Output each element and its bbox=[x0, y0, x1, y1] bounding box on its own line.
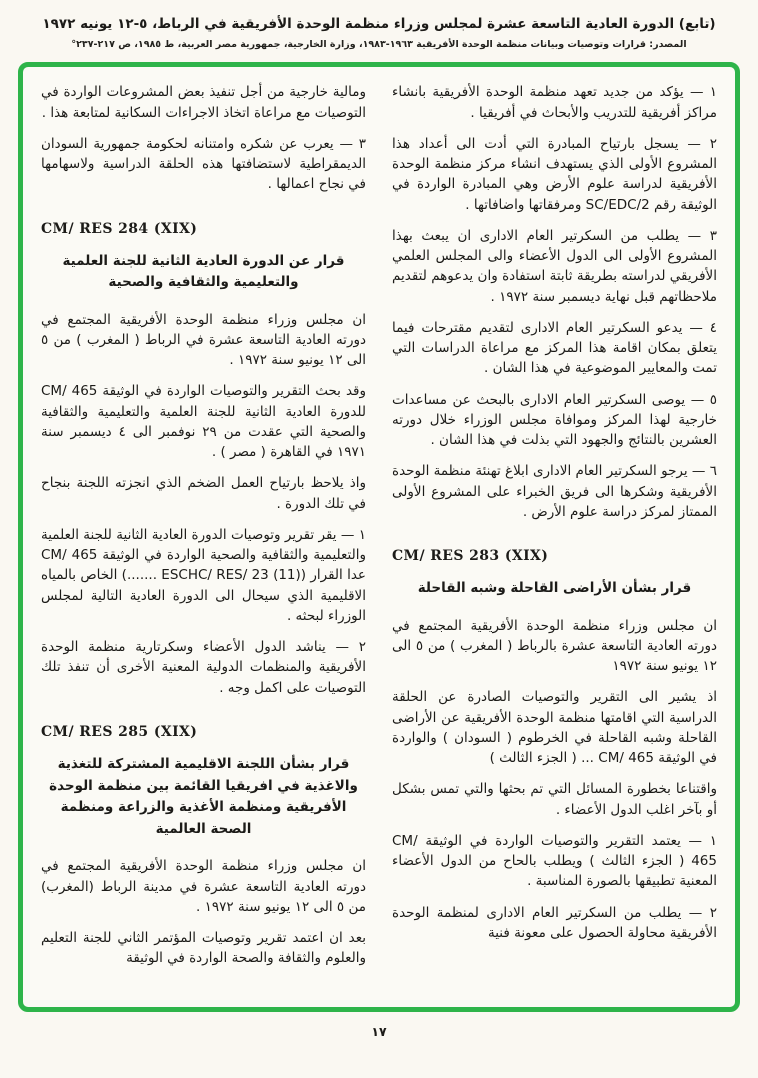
column-left bbox=[41, 82, 366, 992]
resolution-code: CM/ RES 283 (XIX) bbox=[392, 548, 549, 564]
paragraph: ان مجلس وزراء منظمة الوحدة الأفريقية المجتمع في دورته العادية التاسعة عشرة في مدينة الرباط (المغرب) من ٥ الى ١٢ يونيو سنة ١٩٧٢ . bbox=[41, 858, 366, 915]
paragraph: ٦ — يرجو السكرتير العام الادارى ابلاغ تهنئة منظمة الوحدة الأفريقية وشكرها الى فريق الخبراء على المشروع الأولى الممتاز لمركز دراسة علوم الأرض . bbox=[392, 463, 717, 520]
document-header bbox=[0, 0, 758, 50]
paragraph: ٣ — يطلب من السكرتير العام الادارى ان يبعث بهذا المشروع الأولى الى الدول الأعضاء والى المجلس العلمي الأفريقي لدراسته بطريقة ثابتة استفادة وان يدعوهم لتقديم ملاحظاتهم قبل نهاية ديسمبر سنة ١٩٧٢ . bbox=[392, 227, 717, 305]
paragraph: ٢ — يناشد الدول الأعضاء وسكرتارية منظمة الوحدة الأفريقية والمنظمات الدولية المعنية الأخرى أن تنفذ تلك التوصيات على اكمل وجه . bbox=[41, 639, 366, 696]
resolution-title: قرار بشأن الأراضى القاحلة وشبه القاحلة bbox=[417, 580, 692, 596]
paragraph: ٢ — يطلب من السكرتير العام الادارى لمنظمة الوحدة الأفريقية محاولة الحصول على معونة فنية bbox=[392, 904, 717, 941]
paragraph: ١ — يقر تقرير وتوصيات الدورة العادية الثانية للجنة العلمية والتعليمية والثقافية والصحية الواردة في الوثيقة CM/ 465 عدا القرار (ESCHC/ RES/ 23 (11) .......) الخاص بالمياه الاقليمية الذي سيحال الى الدورة العادية التالية لمجلس الوزراء لبحثه . bbox=[41, 526, 366, 624]
paragraph: بعد ان اعتمد تقرير وتوصيات المؤتمر الثاني للجنة التعليم والعلوم والثقافة والصحة الواردة في الوثيقة bbox=[41, 930, 366, 967]
resolution-code: CM/ RES 285 (XIX) bbox=[41, 723, 198, 740]
paragraph: ٣ — يعرب عن شكره وامتنانه لحكومة جمهورية السودان الديمقراطية لاستضافتها هذه الحلقة الدراسية ولاسهامها في نجاح اعمالها . bbox=[41, 135, 366, 193]
document-title: (تابع) الدورة العادية التاسعة عشرة لمجلس وزراء منظمة الوحدة الأفريقية في الرباط، ٥-١٢ يونيه ١٩٧٢ bbox=[42, 16, 716, 32]
paragraph: ١ — يؤكد من جديد تعهد منظمة الوحدة الأفريقية بانشاء مراكز أفريقية للتدريب والأبحاث في أفريقيا . bbox=[392, 84, 717, 121]
paragraph: ومالية خارجية من أجل تنفيذ بعض المشروعات الواردة في التوصيات مع مراعاة اتخاذ الاجراءات السكانية لمتابعة هذا . bbox=[41, 84, 366, 121]
paragraph: اذ يشير الى التقرير والتوصيات الصادرة عن الحلقة الدراسية التي اقامتها منظمة الوحدة الأفريقية عن الأراضى القاحلة وشبه القاحلة في الخرطوم ( السودان ) والواردة في الوثيقة CM/ 465 ... ( الجزء الثالث ) bbox=[392, 689, 717, 767]
paragraph: واذ يلاحظ بارتياح العمل الضخم الذي انجزته اللجنة بنجاح في تلك الدورة . bbox=[41, 475, 366, 512]
paragraph: وقد بحث التقرير والتوصيات الواردة في الوثيقة CM/ 465 للدورة العادية الثانية للجنة العلمية والتعليمية والثقافية والصحية التي عقدت من ٢٩ نوفمبر الى ٤ ديسمبر سنة ١٩٧١ في القاهرة ( مصر ) . bbox=[41, 383, 366, 461]
two-column-layout bbox=[41, 82, 717, 992]
resolution-code: CM/ RES 284 (XIX) bbox=[41, 220, 198, 237]
page-number: ١٧ bbox=[371, 1024, 387, 1040]
content-frame bbox=[18, 62, 740, 1012]
paragraph: ٥ — يوصى السكرتير العام الادارى بالبحث عن مساعدات خارجية لهذا المركز وموافاة مجلس الوزراء خلال دورته العشرين بالنتائج والجهود التي بذلت في هذا الشان . bbox=[392, 391, 717, 448]
paragraph: ان مجلس وزراء منظمة الوحدة الأفريقية المجتمع في دورته العادية التاسعة عشرة في الرباط ( المغرب ) من ٥ الى ١٢ يونيو سنة ١٩٧٢ . bbox=[41, 311, 366, 369]
paragraph: ٤ — يدعو السكرتير العام الادارى لتقديم مقترحات فيما يتعلق بمكان اقامة هذا المركز مع مراعاة الدراسات التي تمت والمعايير الموضوعية في هذا الشان . bbox=[392, 319, 717, 377]
document-source-line: المصدر: قرارات وتوصيات وبيانات منظمة الوحدة الأفريقية ١٩٦٣-١٩٨٣، وزارة الخارجية، جمهورية مصر العربية، ط ١٩٨٥، ص ٢١٧-٢٣٧° bbox=[71, 39, 687, 51]
document-footer bbox=[0, 1024, 758, 1039]
paragraph: ٢ — يسجل بارتياح المبادرة التي أدت الى أعداد هذا المشروع الأولى الذي يستهدف انشاء مركز منظمة الوحدة الأفريقية لدراسة علوم الأرض وهي المبادرة الواردة في الوثيقة رقم SC/EDC/2 ومرفقاتها واضافاتها . bbox=[392, 135, 717, 213]
column-right bbox=[392, 82, 717, 992]
resolution-title: قرار بشأن اللجنة الاقليمية المشتركة للتغذية والاغذية في افريقيا القائمة بين منظمة الوحدة الأفريقية ومنظمة الأغذية والزراعة ومنظمة الصحة العالمية bbox=[49, 755, 358, 837]
resolution-title: قرار عن الدورة العادية الثانية للجنة العلمية والتعليمية والثقافية والصحية bbox=[62, 252, 345, 291]
paragraph: واقتناعا بخطورة المسائل التي تم بحثها والتي تمس بشكل أو بآخر اغلب الدول الأعضاء . bbox=[392, 781, 717, 818]
paragraph: ١ — يعتمد التقرير والتوصيات الواردة في الوثيقة CM/ 465 ( الجزء الثالث ) ويطلب بالحاح من الدول الأعضاء المعنية تطبيقها بالصورة المناسبة . bbox=[392, 832, 717, 890]
paragraph: ان مجلس وزراء منظمة الوحدة الأفريقية المجتمع في دورته العادية التاسعة عشرة بالرباط ( المغرب ) من ٥ الى ١٢ يونيو سنة ١٩٧٢ bbox=[392, 617, 717, 675]
